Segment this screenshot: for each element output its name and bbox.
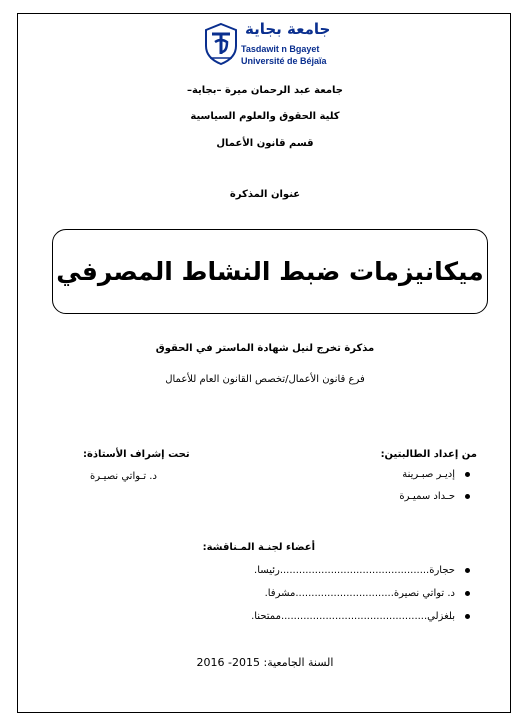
students-label: من إعداد الطالبتين:: [380, 449, 477, 460]
jury-member-dots: ...............................................: [279, 565, 430, 576]
jury-member-row: [254, 565, 470, 576]
academic-year: السنة الجامعية: 2015- 2016: [196, 656, 334, 669]
logo-line-2: Université de Béjaïa: [241, 56, 327, 66]
memo-title-label: عنوان المذكرة: [229, 189, 301, 200]
jury-member-row: [251, 611, 470, 622]
student-name: إديـر صبـرينة: [402, 469, 455, 480]
faculty-name: كلية الحقوق والعلوم السياسية: [190, 111, 340, 122]
bullet-icon: [465, 472, 470, 477]
university-name: جامعة عبد الرحمان ميرة –بجاية–: [186, 85, 343, 96]
jury-member-dots: ..............................................: [280, 611, 428, 622]
bullet-icon: [465, 568, 470, 573]
student-item: [399, 491, 470, 502]
jury-member-role: ممتحنا.: [251, 611, 281, 622]
logo-arabic-text: جامعة بجاية: [245, 20, 331, 38]
bullet-icon: [465, 591, 470, 596]
jury-member-name: حجارة: [429, 565, 455, 576]
bullet-icon: [465, 614, 470, 619]
supervisor-name: د. تـواتي نصيـرة: [90, 471, 157, 482]
degree-statement: مذكرة تخرج لنيل شهادة الماستر في الحقوق: [155, 343, 375, 354]
bullet-icon: [465, 494, 470, 499]
memo-title-box: [52, 229, 488, 314]
logo-line-1: Tasdawit n Bgayet: [241, 44, 320, 54]
jury-member-name: د. تواتي نصيرة: [393, 588, 455, 599]
specialty-statement: فرع قانون الأعمال/تخصص القانون العام للأعمال: [165, 374, 365, 385]
student-name: حـداد سميـرة: [399, 491, 455, 502]
jury-member-role: رئيسا.: [254, 565, 280, 576]
jury-member-name: بلغزلي: [427, 611, 455, 622]
supervisor-label: تحت إشراف الأستاذة:: [83, 449, 190, 460]
jury-member-role: مشرفا.: [264, 588, 296, 599]
jury-member-dots: ...............................: [295, 588, 394, 599]
jury-member-row: [265, 588, 470, 599]
university-emblem-icon: [203, 22, 239, 66]
department-name: قسم قانون الأعمال: [216, 138, 314, 149]
memo-title: ميكانيزمات ضبط النشاط المصرفي: [56, 257, 484, 286]
jury-label: أعضاء لجنـة المـناقشة:: [202, 542, 315, 553]
student-item: [402, 469, 470, 480]
